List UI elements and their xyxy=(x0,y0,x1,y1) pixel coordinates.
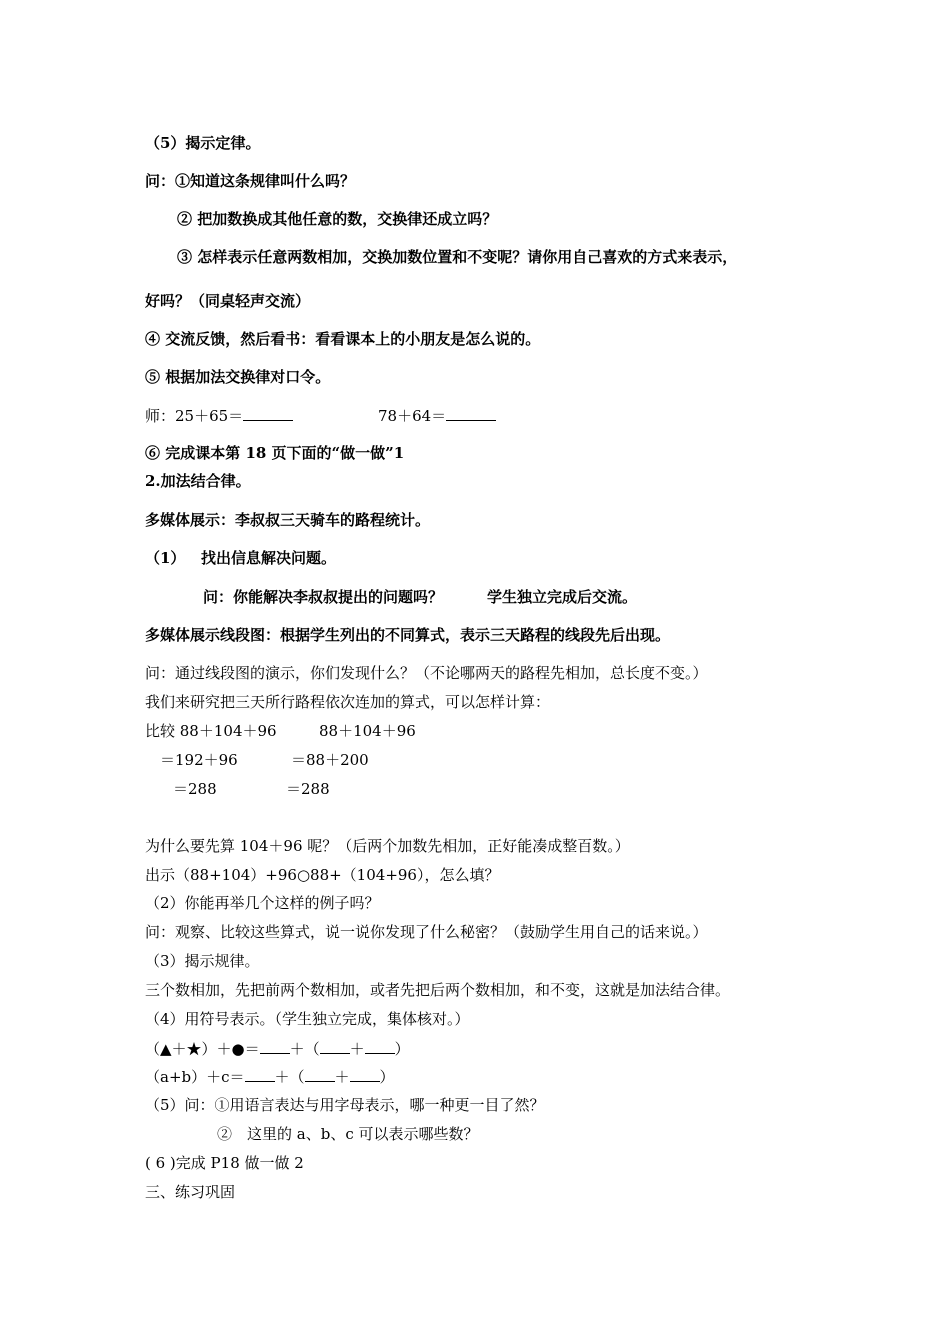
result-right: ＝288 xyxy=(286,780,330,798)
compare-expr-right: 88＋104＋96 xyxy=(319,722,416,740)
letter-expression: （a+b）＋c＝ ＋（ ＋ ） xyxy=(145,1068,395,1086)
result-left: ＝288 xyxy=(173,780,217,798)
answer-blank xyxy=(446,405,496,421)
oral-drill-2: 78＋64＝ xyxy=(378,405,496,426)
answer-blank xyxy=(320,1038,350,1054)
step-5: ⑤ 根据加法交换律对口令。 xyxy=(145,368,331,386)
answer-blank xyxy=(350,1066,380,1082)
section-practice: 三、练习巩固 xyxy=(145,1183,236,1201)
substep-5-question: （5）问：①用语言表达与用字母表示，哪一种更一目了然？ xyxy=(145,1096,545,1114)
answer-blank xyxy=(243,405,293,421)
line-diagram-display: 多媒体展示线段图：根据学生列出的不同算式，表示三天路程的线段先后出现。 xyxy=(145,626,671,644)
discover-question: 问：观察、比较这些算式，说一说你发现了什么秘密？（鼓励学生用自己的话来说。） xyxy=(145,923,708,941)
symbol-expression: （▲＋★）＋●＝ ＋（ ＋ ） xyxy=(145,1040,410,1058)
multimedia-display: 多媒体展示：李叔叔三天骑车的路程统计。 xyxy=(145,511,431,529)
section-associative-law: 2.加法结合律。 xyxy=(145,472,251,490)
substep-3: （3）揭示规律。 xyxy=(145,952,260,970)
substep-6: ( 6 )完成 P18 做一做 2 xyxy=(145,1154,304,1172)
substep-1-text: 找出信息解决问题。 xyxy=(201,549,337,567)
step-6: ⑥ 完成课本第 18 页下面的“做一做”1 xyxy=(145,444,405,462)
substep-5-question-2: ② 这里的 a、b、c 可以表示哪些数？ xyxy=(217,1125,479,1143)
question-1: 问：①知道这条规律叫什么吗？ xyxy=(145,172,356,190)
step-left-1: ＝192＋96 xyxy=(160,751,238,769)
question-solve: 问：你能解决李叔叔提出的问题吗？ xyxy=(203,588,444,606)
why-question: 为什么要先算 104＋96 呢？（后两个加数先相加，正好能凑成整百数。） xyxy=(145,837,630,855)
question-3-cont: 好吗？（同桌轻声交流） xyxy=(145,292,311,310)
step5-heading: （5）揭示定律。 xyxy=(145,134,261,152)
oral-drill-1: 师：25＋65＝ xyxy=(145,405,293,426)
question-2: ② 把加数换成其他任意的数，交换律还成立吗？ xyxy=(177,210,498,228)
substep-2: （2）你能再举几个这样的例子吗？ xyxy=(145,894,380,912)
step-right-1: ＝88＋200 xyxy=(291,751,369,769)
answer-blank xyxy=(305,1066,335,1082)
substep-4: （4）用符号表示。（学生独立完成，集体核对。） xyxy=(145,1010,470,1028)
compare-expr-left: 比较 88＋104＋96 xyxy=(145,722,277,740)
research-prompt: 我们来研究把三天所行路程依次连加的算式，可以怎样计算： xyxy=(145,693,551,711)
answer-blank xyxy=(365,1038,395,1054)
observation-question: 问：通过线段图的演示，你们发现什么？（不论哪两天的路程先相加，总长度不变。） xyxy=(145,664,708,682)
question-3: ③ 怎样表示任意两数相加，交换加数位置和不变呢？请你用自己喜欢的方式来表示， xyxy=(177,248,738,266)
student-exchange: 学生独立完成后交流。 xyxy=(487,588,638,606)
answer-blank xyxy=(260,1038,290,1054)
answer-blank xyxy=(245,1066,275,1082)
substep-1-number: （1） xyxy=(145,549,186,567)
step-4: ④ 交流反馈，然后看书：看看课本上的小朋友是怎么说的。 xyxy=(145,330,541,348)
compare-fill: 出示（88+104）+96○88+（104+96），怎么填？ xyxy=(145,866,500,884)
rule-statement: 三个数相加，先把前两个数相加，或者先把后两个数相加，和不变，这就是加法结合律。 xyxy=(145,981,731,999)
